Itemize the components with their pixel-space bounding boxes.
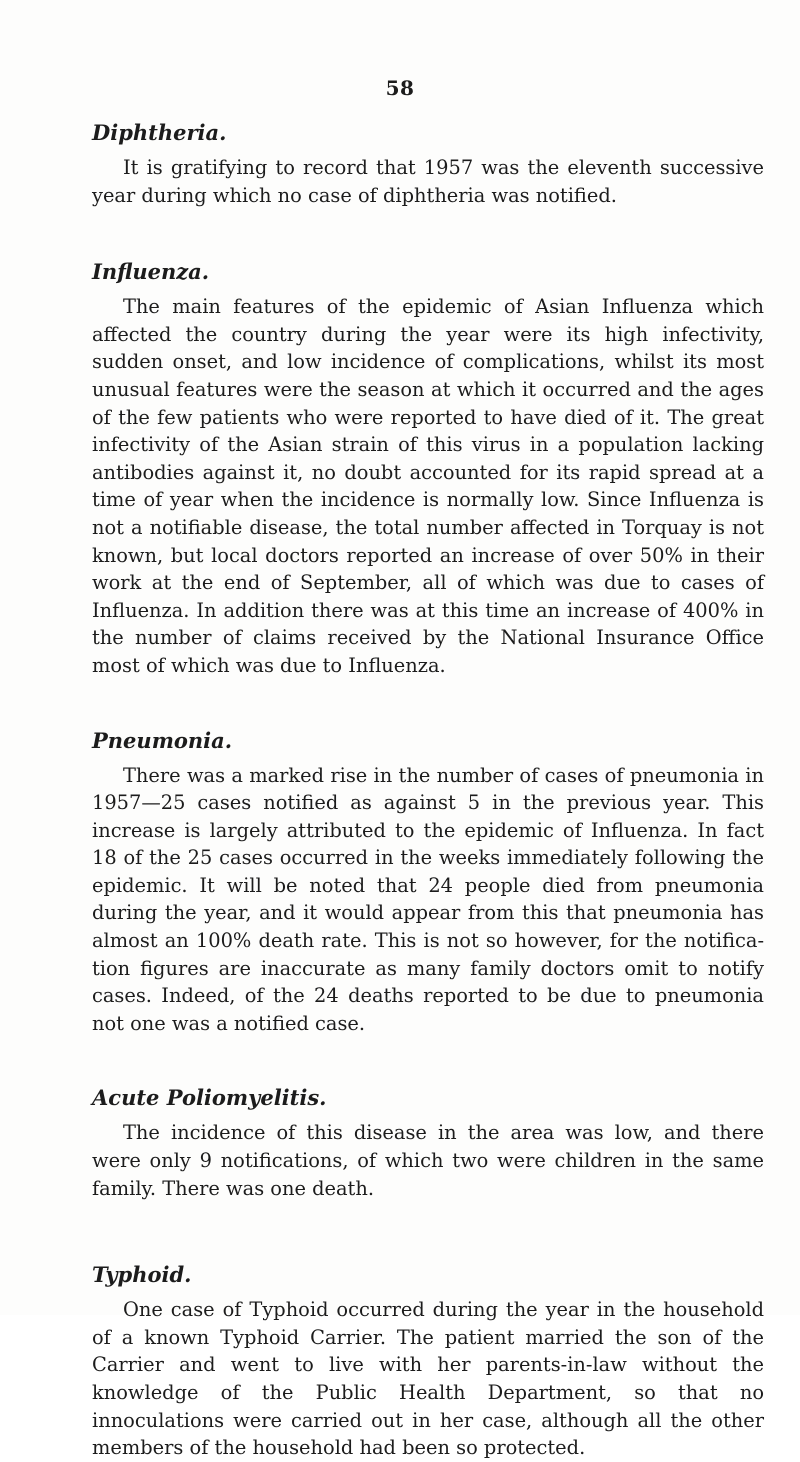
section-heading: Pneumonia.	[92, 727, 233, 753]
section-typhoid	[92, 1260, 764, 1462]
section-paragraph: There was a marked rise in the number of cases of pneumonia in 1957—25 cases notified as against 5 in the previous year. This increase is largely attributed to the epidemic of Influenza. In fact 18 of the 25 cases occurred in the weeks immediately following the epidemic. It will be noted that 24 people died from pneumonia during the year, and it would appear from this that pneumonia has almost an 100% death rate. This is not so however, for the notifica-tion figures are inaccurate as many family doctors omit to notify cases. Indeed, of the 24 deaths reported to be due to pneumonia not one was a notified case.	[92, 763, 764, 1035]
section-heading: Typhoid.	[92, 1262, 192, 1288]
section-pneumonia	[92, 726, 764, 1038]
section-paragraph: The main features of the epidemic of Asian Influenza which affected the country during the year were its high infectivity, sudden onset, and low incidence of complications, whilst its most unusual features were the season at which it occurred and the ages of the few patients who were reported to have died of it. The great infectivity of the Asian strain of this virus in a population lacking antibodies against it, no doubt accounted for its rapid spread at a time of year when the incidence is normally low. Since Influenza is not a notifiable disease, the total number affected in Torquay is not known, but local doctors reported an increase of over 50% in their work at the end of September, all of which was due to cases of Influenza. In addition there was at this time an increase of 400% in the number of claims received by the National Insurance Office most of which was due to Influenza.	[92, 295, 764, 677]
section-paragraph: The incidence of this disease in the area was low, and there were only 9 notifications, of which two were children in the same family. There was one death.	[92, 1121, 764, 1200]
page-number: 58	[385, 76, 415, 100]
section-acute-poliomyelitis	[92, 1083, 764, 1202]
section-heading: Acute Poliomyelitis.	[92, 1085, 327, 1111]
section-diphtheria	[92, 118, 764, 209]
section-heading: Influenza.	[92, 259, 210, 285]
section-paragraph: It is gratifying to record that 1957 was the eleventh successive year during which no case of diphtheria was notified.	[92, 156, 764, 207]
section-paragraph: One case of Typhoid occurred during the year in the household of a known Typhoid Carrier. The patient married the son of the Carrier and went to live with her parents-in-law without the knowledge of the Public Health Department, so that no innoculations were carried out in her case, although all the other members of the household had been so protected.	[92, 1298, 764, 1460]
report-body	[92, 118, 764, 1462]
section-heading: Diphtheria.	[92, 120, 227, 145]
section-influenza	[92, 257, 764, 679]
